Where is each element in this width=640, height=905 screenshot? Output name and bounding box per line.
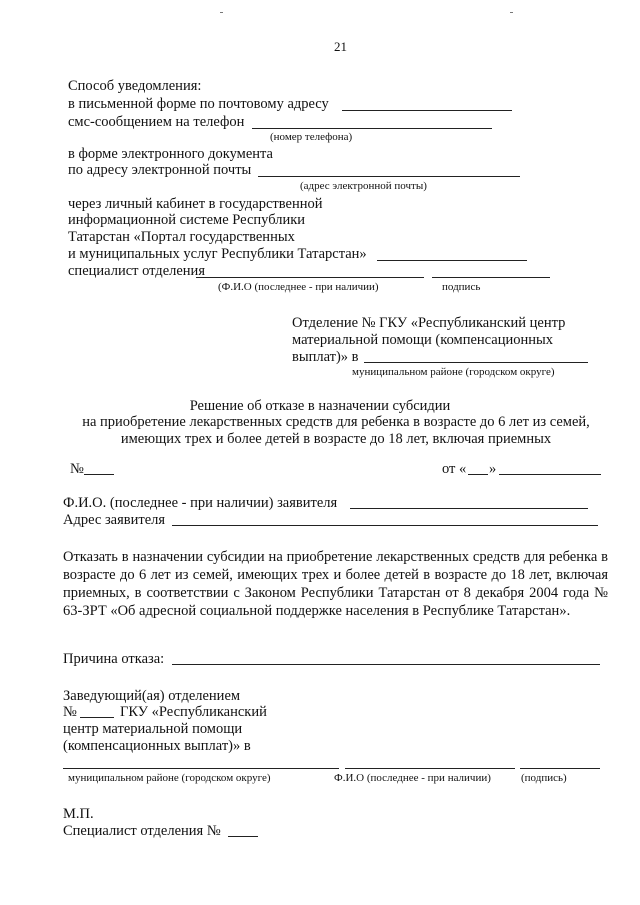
notification-heading: Способ уведомления: (68, 78, 202, 94)
decision-number-field[interactable] (84, 474, 114, 475)
portal-label-1: через личный кабинет в государственной (68, 196, 323, 212)
specialist-signature-field[interactable] (432, 277, 550, 278)
head-signature-hint: (подпись) (521, 772, 567, 784)
decision-title: Решение об отказе в назначении субсидии (189, 398, 451, 414)
decision-date-prefix: от « (442, 461, 467, 477)
portal-label-4: и муниципальных услуг Республики Татарстан» (68, 246, 367, 262)
phone-hint: (номер телефона) (270, 131, 353, 143)
head-fio-field[interactable] (345, 768, 515, 769)
refusal-paragraph: Отказать в назначении субсидии на приобретение лекарственных средств для ребенка в возрасте до 6 лет из семей, имеющих трех и более детей в возрасте до 18 лет, включая приемных, в соответствии с Законом Республики Татарстан от 8 декабря 2004 года № 63-ЗРТ «Об адресной социальной поддержке населения в Республике Татарстан». (63, 549, 608, 619)
applicant-address-field[interactable] (172, 525, 598, 526)
email-label: по адресу электронной почты (68, 162, 252, 178)
portal-field[interactable] (377, 260, 527, 261)
written-by-mail-label: в письменной форме по почтовому адресу (68, 96, 329, 112)
email-hint: (адрес электронной почты) (300, 180, 427, 192)
specialist-label: специалист отделения (68, 263, 205, 279)
decision-subtitle-2: имеющих трех и более детей в возрасте до 18 лет, включая приемных (120, 431, 552, 447)
decision-date-mid: » (489, 461, 497, 477)
portal-label-2: информационной системе Республики (68, 212, 306, 228)
head-line-2-prefix: № (63, 704, 77, 720)
head-district-field[interactable] (63, 768, 339, 769)
head-signature-field[interactable] (520, 768, 600, 769)
decision-number-label: № (70, 461, 84, 477)
head-line-1: Заведующий(ая) отделением (63, 688, 241, 704)
applicant-address-label: Адрес заявителя (63, 512, 166, 528)
footer-specialist-label: Специалист отделения № (63, 823, 221, 839)
decision-date-day-field[interactable] (468, 474, 488, 475)
specialist-fio-field[interactable] (196, 277, 424, 278)
addressee-district-hint: муниципальном районе (городском округе) (352, 366, 555, 378)
applicant-fio-field[interactable] (350, 508, 588, 509)
scan-speck (510, 12, 513, 13)
specialist-fio-hint: (Ф.И.О (последнее - при наличии) (218, 281, 379, 293)
head-line-2-suffix: ГКУ «Республиканский (120, 704, 267, 720)
addressee-line-2: материальной помощи (компенсационных (292, 332, 554, 348)
reason-field[interactable] (172, 664, 600, 665)
head-line-3: центр материальной помощи (63, 721, 243, 737)
head-fio-hint: Ф.И.О (последнее - при наличии) (334, 772, 491, 784)
addressee-district-field[interactable] (364, 362, 588, 363)
portal-label-3: Татарстан «Портал государственных (68, 229, 295, 245)
footer-specialist-number-field[interactable] (228, 836, 258, 837)
addressee-line-3: выплат)» в (292, 349, 359, 365)
email-field[interactable] (258, 176, 520, 177)
scan-speck (220, 12, 223, 13)
head-line-4: (компенсационных выплат)» в (63, 738, 251, 754)
addressee-line-1: Отделение № ГКУ «Республиканский центр (292, 315, 566, 331)
applicant-fio-label: Ф.И.О. (последнее - при наличии) заявителя (63, 495, 338, 511)
head-department-number-field[interactable] (80, 717, 114, 718)
specialist-signature-hint: подпись (442, 281, 481, 293)
phone-number-field[interactable] (252, 128, 492, 129)
postal-address-field[interactable] (342, 110, 512, 111)
page-number: 21 (334, 39, 347, 54)
reason-label: Причина отказа: (63, 651, 165, 667)
decision-date-month-field[interactable] (499, 474, 601, 475)
decision-subtitle-1: на приобретение лекарственных средств для ребенка в возрасте до 6 лет из семей, (82, 414, 590, 430)
sms-label: смс-сообщением на телефон (68, 114, 245, 130)
electronic-doc-label: в форме электронного документа (68, 146, 273, 162)
head-district-hint: муниципальном районе (городском округе) (68, 772, 271, 784)
stamp-label: М.П. (63, 806, 94, 822)
